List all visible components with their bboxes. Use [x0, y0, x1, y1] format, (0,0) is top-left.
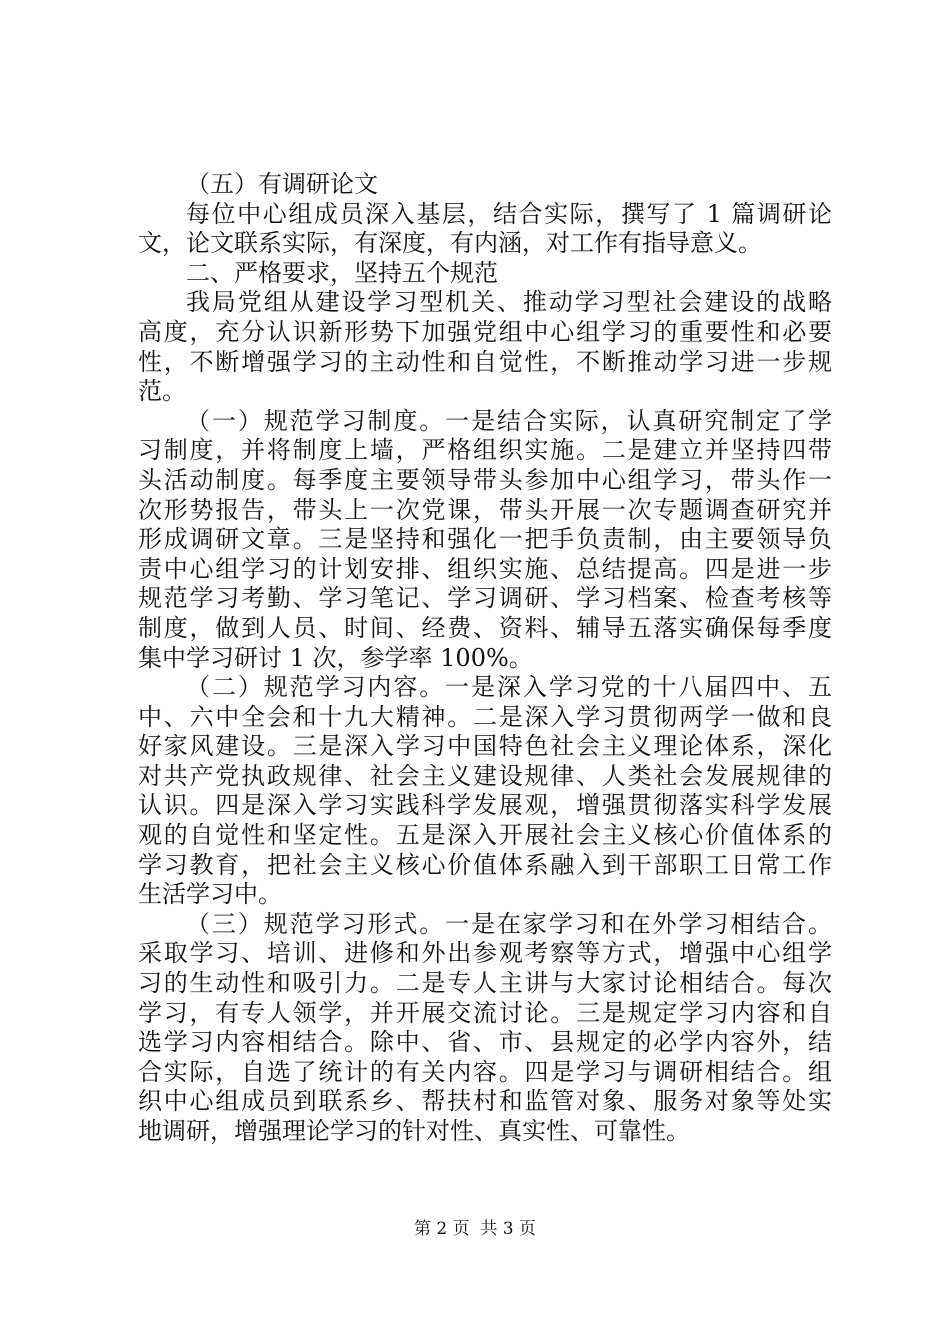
paragraph-line: 采取学习、培训、进修和外出参观考察等方式，增强中心组学 [138, 939, 832, 968]
paragraph-line: 认识。四是深入学习实践科学发展观，增强贯彻落实科学发展 [138, 791, 832, 820]
paragraph-line: 高度，充分认识新形势下加强党组中心组学习的重要性和必要 [138, 317, 832, 346]
paragraph-line: 形成调研文章。三是坚持和强化一把手负责制，由主要领导负 [138, 525, 832, 554]
paragraph-line: 对共产党执政规律、社会主义建设规律、人类社会发展规律的 [138, 761, 832, 790]
paragraph-line: 头活动制度。每季度主要领导带头参加中心组学习，带头作一 [138, 465, 832, 494]
paragraph-line: 织中心组成员到联系乡、帮扶村和监管对象、服务对象等处实 [138, 1087, 832, 1116]
paragraph-line: 规范学习考勤、学习笔记、学习调研、学习档案、检查考核等 [138, 584, 832, 613]
paragraph-line: 合实际，自选了统计的有关内容。四是学习与调研相结合。组 [138, 1057, 832, 1086]
paragraph-line: 中、六中全会和十九大精神。二是深入学习贯彻两学一做和良 [138, 702, 832, 731]
paragraph-line: （一）规范学习制度。一是结合实际，认真研究制定了学 [186, 406, 832, 435]
paragraph-line: 每位中心组成员深入基层，结合实际，撰写了 1 篇调研论 [186, 199, 832, 228]
paragraph-line: 范。 [138, 377, 186, 406]
paragraph-line: 选学习内容相结合。除中、省、市、县规定的必学内容外，结 [138, 1028, 832, 1057]
paragraph-line: 学习教育，把社会主义核心价值体系融入到干部职工日常工作 [138, 850, 832, 879]
paragraph-line: （三）规范学习形式。一是在家学习和在外学习相结合。 [186, 909, 832, 938]
page-footer [0, 1214, 950, 1239]
section-heading: （五）有调研论文 [186, 170, 378, 198]
paragraph-line: （二）规范学习内容。一是深入学习党的十八届四中、五 [186, 673, 832, 702]
paragraph-line: 性，不断增强学习的主动性和自觉性，不断推动学习进一步规 [138, 347, 832, 376]
paragraph-line: 责中心组学习的计划安排、组织实施、总结提高。四是进一步 [138, 554, 832, 583]
paragraph-line: 我局党组从建设学习型机关、推动学习型社会建设的战略 [186, 288, 832, 317]
section-heading: 二、严格要求，坚持五个规范 [186, 258, 498, 287]
paragraph-line: 观的自觉性和坚定性。五是深入开展社会主义核心价值体系的 [138, 821, 832, 850]
paragraph-line: 生活学习中。 [138, 880, 282, 909]
paragraph-line: 次形势报告，带头上一次党课，带头开展一次专题调查研究并 [138, 495, 832, 524]
page-number: 第 2 页 [413, 1219, 470, 1239]
paragraph-line: 学习，有专人领学，并开展交流讨论。三是规定学习内容和自 [138, 998, 832, 1027]
paragraph-line: 好家风建设。三是深入学习中国特色社会主义理论体系，深化 [138, 732, 832, 761]
paragraph-line: 习的生动性和吸引力。二是专人主讲与大家讨论相结合。每次 [138, 969, 832, 998]
paragraph-line: 地调研，增强理论学习的针对性、真实性、可靠性。 [138, 1117, 690, 1145]
page-total: 共 3 页 [480, 1219, 537, 1239]
paragraph-line: 制度，做到人员、时间、经费、资料、辅导五落实确保每季度 [138, 613, 832, 642]
document-body [138, 170, 832, 1147]
paragraph-line: 文，论文联系实际，有深度，有内涵，对工作有指导意义。 [138, 229, 762, 258]
paragraph-line: 习制度，并将制度上墙，严格组织实施。二是建立并坚持四带 [138, 436, 832, 465]
paragraph-line: 集中学习研讨 1 次，参学率 100%。 [138, 643, 533, 672]
